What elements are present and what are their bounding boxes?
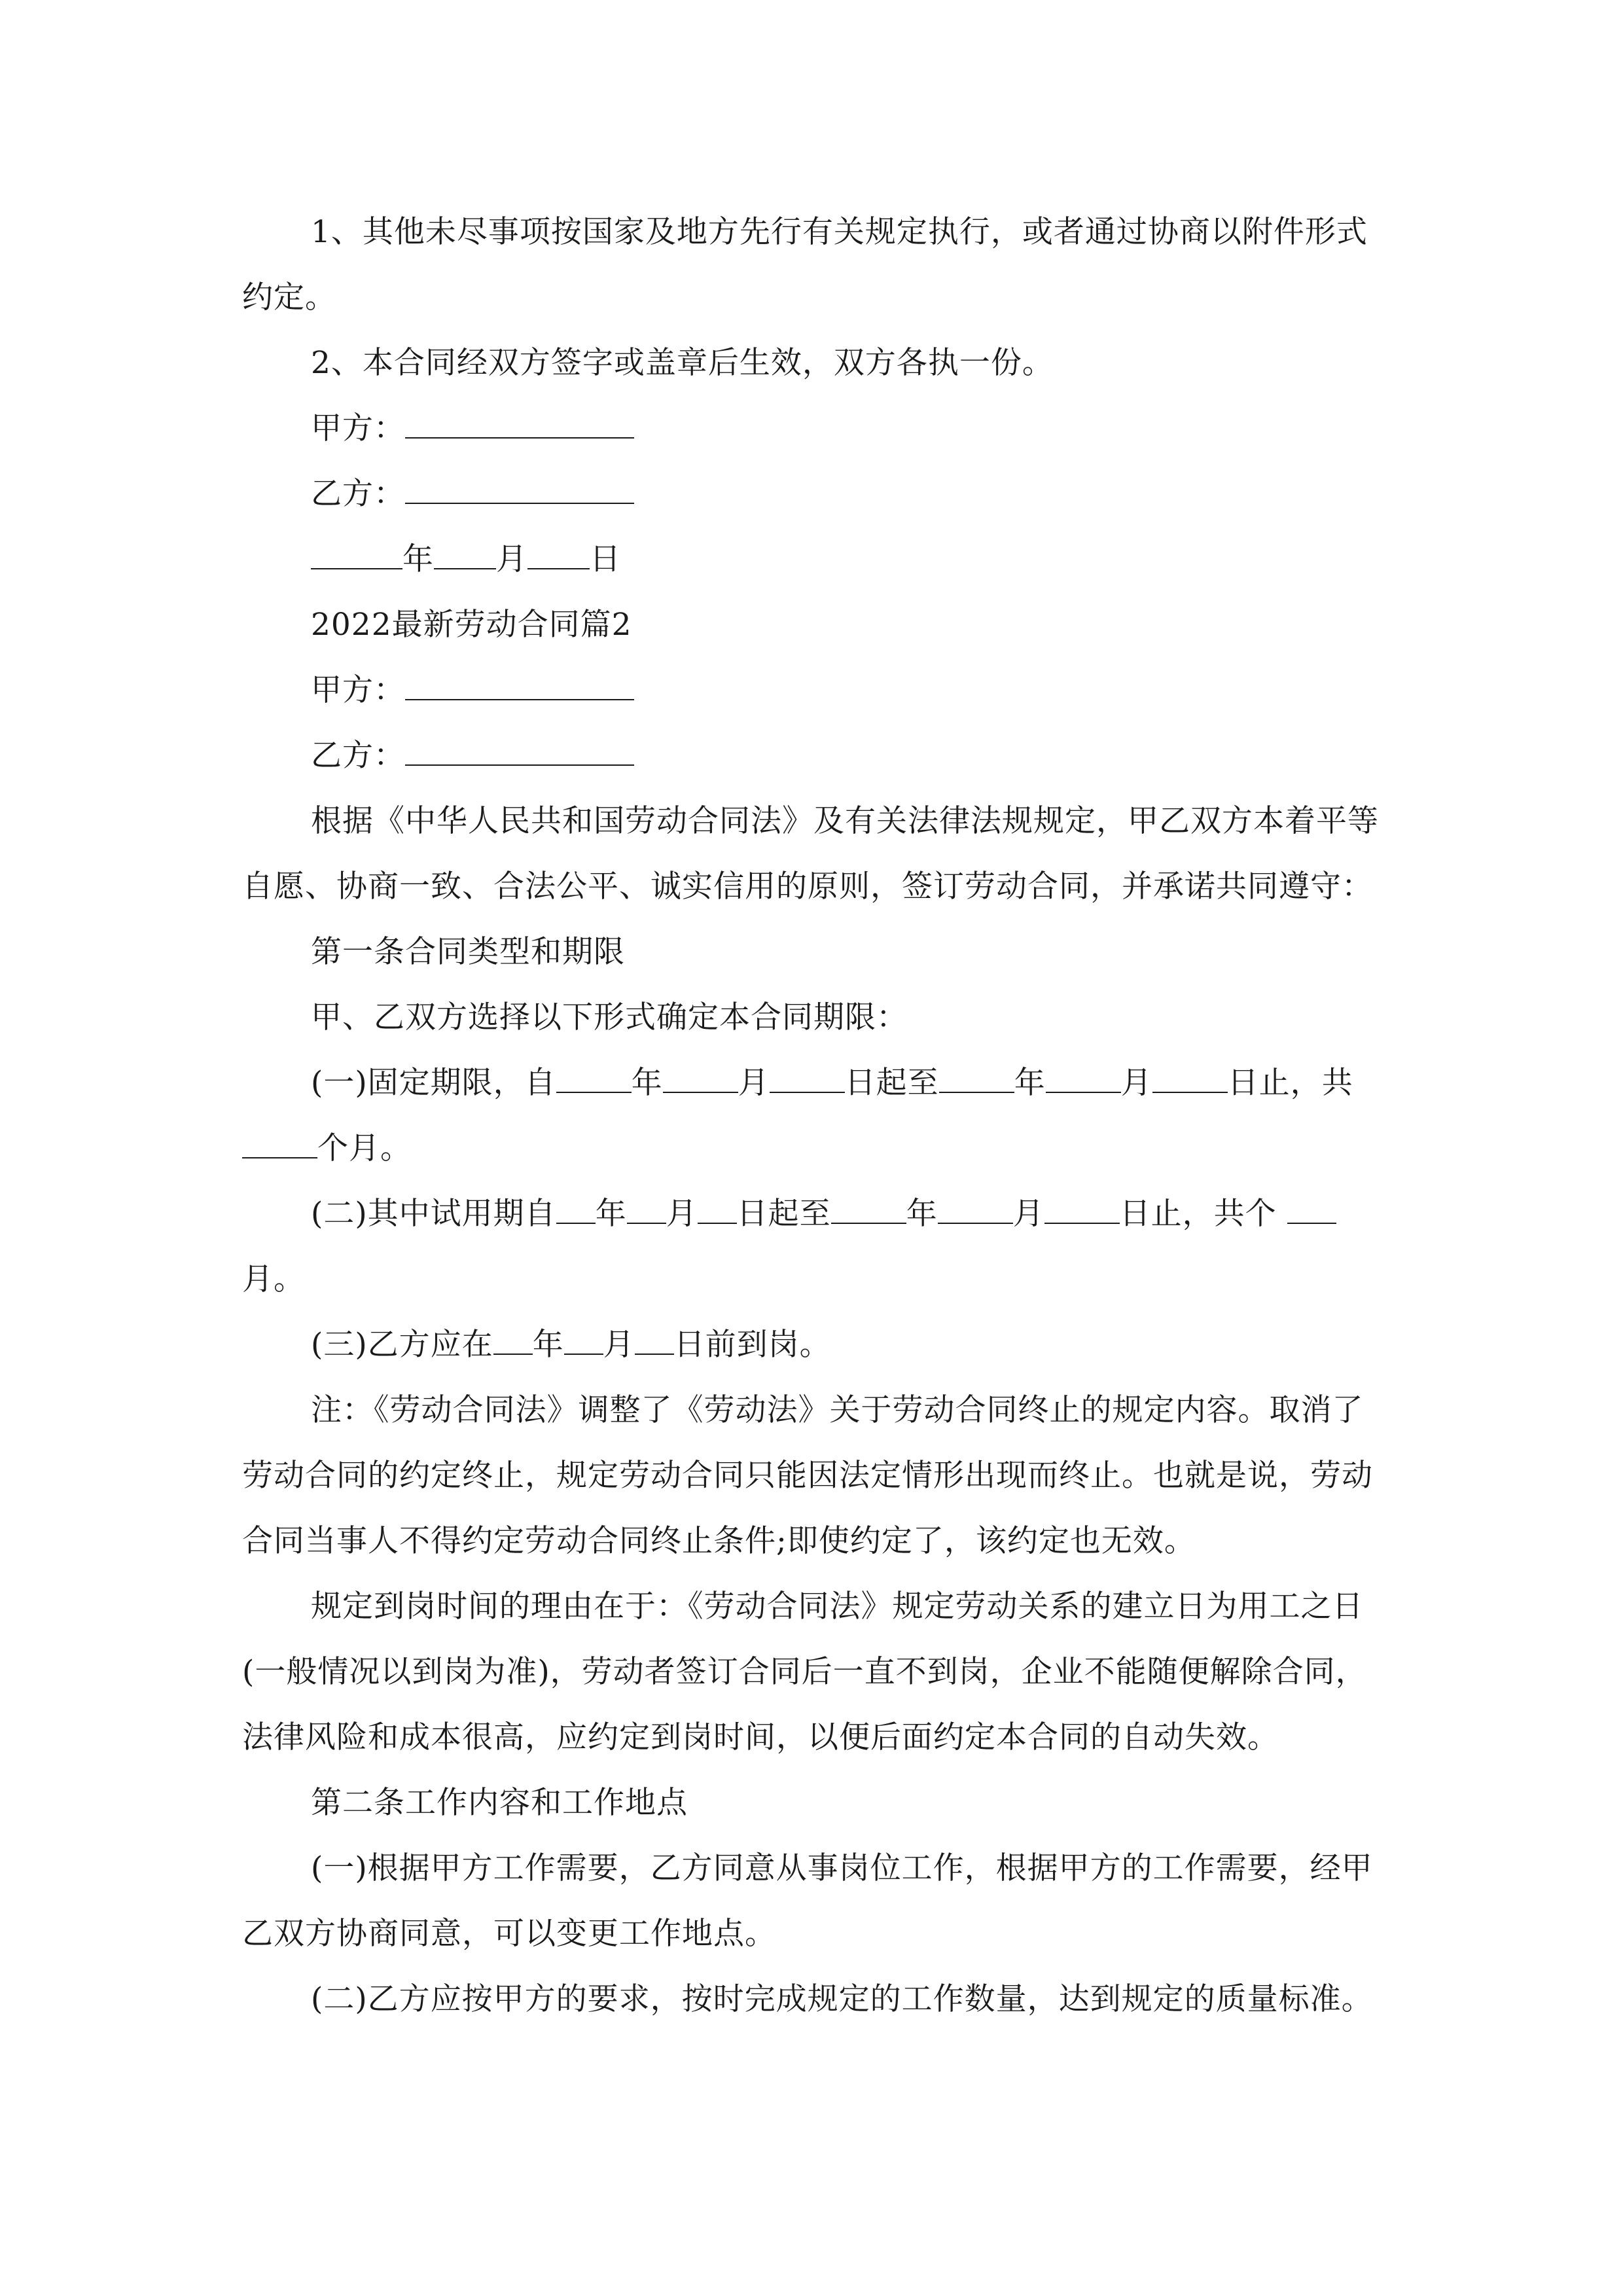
to-text: 日止，共个 [1119, 1196, 1277, 1232]
month-text: 月 [666, 1196, 698, 1232]
blank [627, 1198, 666, 1224]
party-a-line-2 [242, 658, 1394, 723]
article-1-title: 第一条合同类型和期限 [311, 934, 625, 970]
year-text: 年 [532, 1327, 564, 1363]
blank [1046, 1067, 1121, 1093]
day-label: 日 [590, 541, 621, 577]
month-text: 月 [603, 1327, 635, 1363]
day-blank [527, 543, 590, 569]
from-text: 日起至 [844, 1065, 939, 1101]
document-page [242, 200, 1394, 2032]
blank [242, 1132, 317, 1158]
article-2-title: 第二条工作内容和工作地点 [311, 1785, 688, 1821]
term-item-3-prefix: (三)乙方应在 [311, 1327, 493, 1363]
blank [493, 1329, 533, 1355]
year-text: 年 [631, 1065, 663, 1101]
blank [938, 1198, 1013, 1224]
signing-date-line [242, 527, 1394, 592]
party-b-label: 乙方： [311, 476, 405, 512]
reason-paragraph: 规定到岗时间的理由在于：《劳动合同法》规定劳动关系的建立日为用工之日(一般情况以到岗为准)，劳动者签订合同后一直不到岗，企业不能随便解除合同，法律风险和成本很高，应约定到岗时间，以便后面约定本合同的自动失效。 [242, 1588, 1367, 1755]
blank [556, 1067, 632, 1093]
year-blank [311, 543, 402, 569]
from-text: 日起至 [736, 1196, 831, 1232]
blank [939, 1067, 1014, 1093]
month-label: 月 [496, 541, 527, 577]
blank [831, 1198, 906, 1224]
year-text: 年 [1014, 1065, 1046, 1101]
term-item-1-prefix: (一)固定期限，自 [311, 1065, 556, 1101]
month-text: 月 [1012, 1196, 1044, 1232]
note-paragraph: 注：《劳动合同法》调整了《劳动法》关于劳动合同终止的规定内容。取消了劳动合同的约定终止，规定劳动合同只能因法定情形出现而终止。也就是说，劳动合同当事人不得约定劳动合同终止条件;即使约定了，该约定也无效。 [242, 1392, 1373, 1559]
party-b-blank [405, 478, 634, 504]
party-a-label: 甲方： [311, 410, 405, 446]
blank [1044, 1198, 1120, 1224]
month-text: 月 [1120, 1065, 1152, 1101]
total-text: 共 [1321, 1065, 1353, 1101]
intro-paragraph: 根据《中华人民共和国劳动合同法》及有关法律法规规定，甲乙双方本着平等自愿、协商一致、合法公平、诚实信用的原则，签订劳动合同，并承诺共同遵守： [242, 803, 1379, 905]
term-item-2 [242, 1181, 1394, 1312]
to-text: 日止， [1227, 1065, 1322, 1101]
party-a-signature-line [242, 396, 1394, 461]
clause-other-matters: 1、其他未尽事项按国家及地方先行有关规定执行，或者通过协商以附件形式约定。 [242, 214, 1368, 315]
end-text: 月。 [242, 1261, 305, 1297]
article-1-description: 甲、乙双方选择以下形式确定本合同期限： [311, 999, 908, 1035]
blank [564, 1329, 603, 1355]
year-text: 年 [906, 1196, 938, 1232]
party-b-blank-2 [405, 740, 634, 766]
blank [1152, 1067, 1228, 1093]
party-b-line-2 [242, 723, 1394, 789]
party-a-label-2: 甲方： [311, 672, 405, 708]
end-text: 日前到岗。 [673, 1327, 831, 1363]
clause-effective: 2、本合同经双方签字或盖章后生效，双方各执一份。 [311, 345, 1054, 381]
term-item-1 [242, 1050, 1394, 1181]
year-text: 年 [595, 1196, 627, 1232]
blank [698, 1198, 737, 1224]
blank [1287, 1198, 1336, 1224]
article-2-item-2: (二)乙方应按甲方的要求，按时完成规定的工作数量，达到规定的质量标准。 [311, 1981, 1373, 2017]
blank [635, 1329, 674, 1355]
months-text: 个月。 [317, 1130, 412, 1166]
month-text: 月 [738, 1065, 770, 1101]
party-b-label-2: 乙方： [311, 738, 405, 774]
section-title: 2022最新劳动合同篇2 [311, 607, 632, 643]
month-blank [434, 543, 496, 569]
party-b-signature-line [242, 461, 1394, 527]
party-a-blank [405, 412, 634, 439]
article-2-item-1: (一)根据甲方工作需要，乙方同意从事岗位工作，根据甲方的工作需要，经甲乙双方协商同意，可以变更工作地点。 [242, 1850, 1373, 1952]
year-label: 年 [402, 541, 434, 577]
party-a-blank-2 [405, 674, 634, 700]
blank [556, 1198, 596, 1224]
term-item-2-prefix: (二)其中试用期自 [311, 1196, 556, 1232]
blank [770, 1067, 845, 1093]
term-item-3 [242, 1312, 1394, 1378]
blank [663, 1067, 738, 1093]
